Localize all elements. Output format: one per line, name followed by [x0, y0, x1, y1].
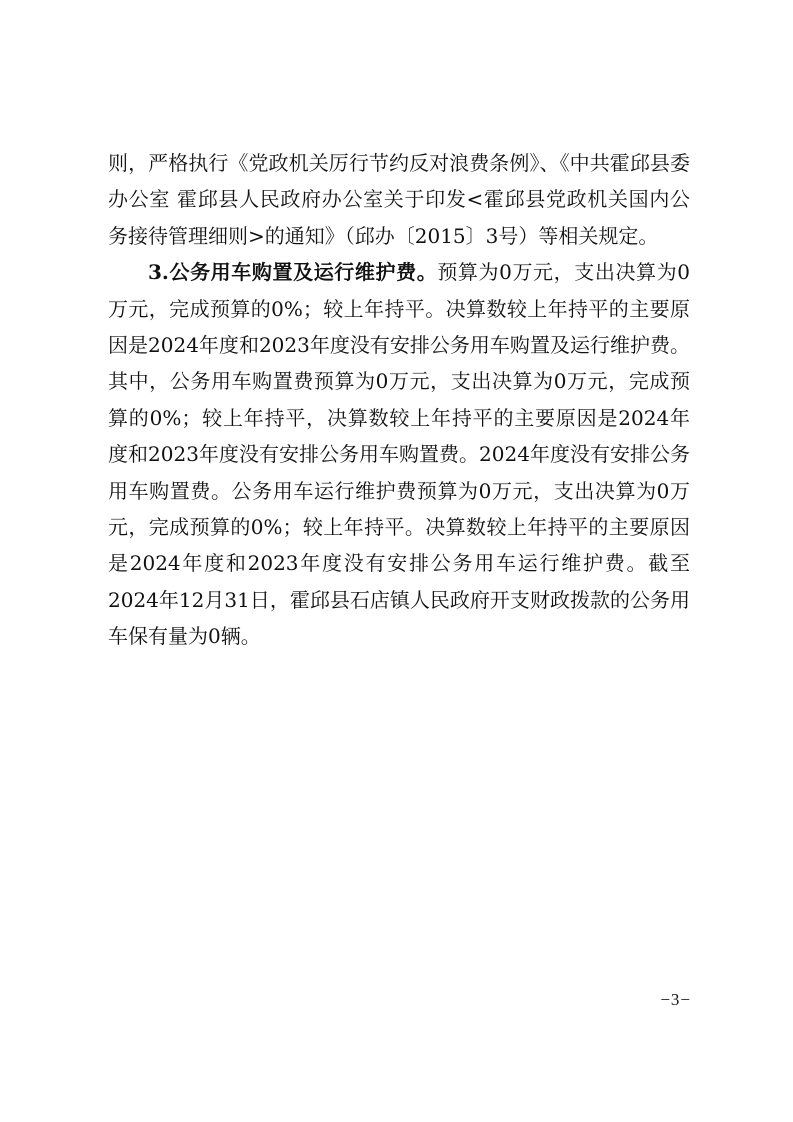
section-heading: 3.公务用车购置及运行维护费。 [148, 260, 438, 285]
paragraph-vehicle-expenses [108, 254, 690, 654]
page-number: −3− [660, 990, 691, 1009]
paragraph-body: 预算为0万元，支出决算为0万元，完成预算的0%；较上年持平。决算数较上年持平的主要原因是2024年度和2023年度没有安排公务用车购置及运行维护费。其中，公务用车购置费预算为0万元，支出决算为0万元，完成预算的0%；较上年持平，决算数较上年持平的主要原因是2024年度和2023年度没有安排公务用车购置费。2024年度没有安排公务用车购置费。公务用车运行维护费预算为0万元，支出决算为0万元，完成预算的0%；较上年持平。决算数较上年持平的主要原因是2024年度和2023年度没有安排公务用车运行维护费。截至2024年12月31日，霍邱县石店镇人民政府开支财政拨款的公务用车保有量为0辆。 [108, 260, 690, 649]
document-body [108, 145, 690, 655]
paragraph-continuation: 则，严格执行《党政机关厉行节约反对浪费条例》、《中共霍邱县委办公室 霍邱县人民政府办公室关于印发<霍邱县党政机关国内公务接待管理细则>的通知》（邱办〔2015〕3号）等相关规定。 [108, 151, 690, 248]
